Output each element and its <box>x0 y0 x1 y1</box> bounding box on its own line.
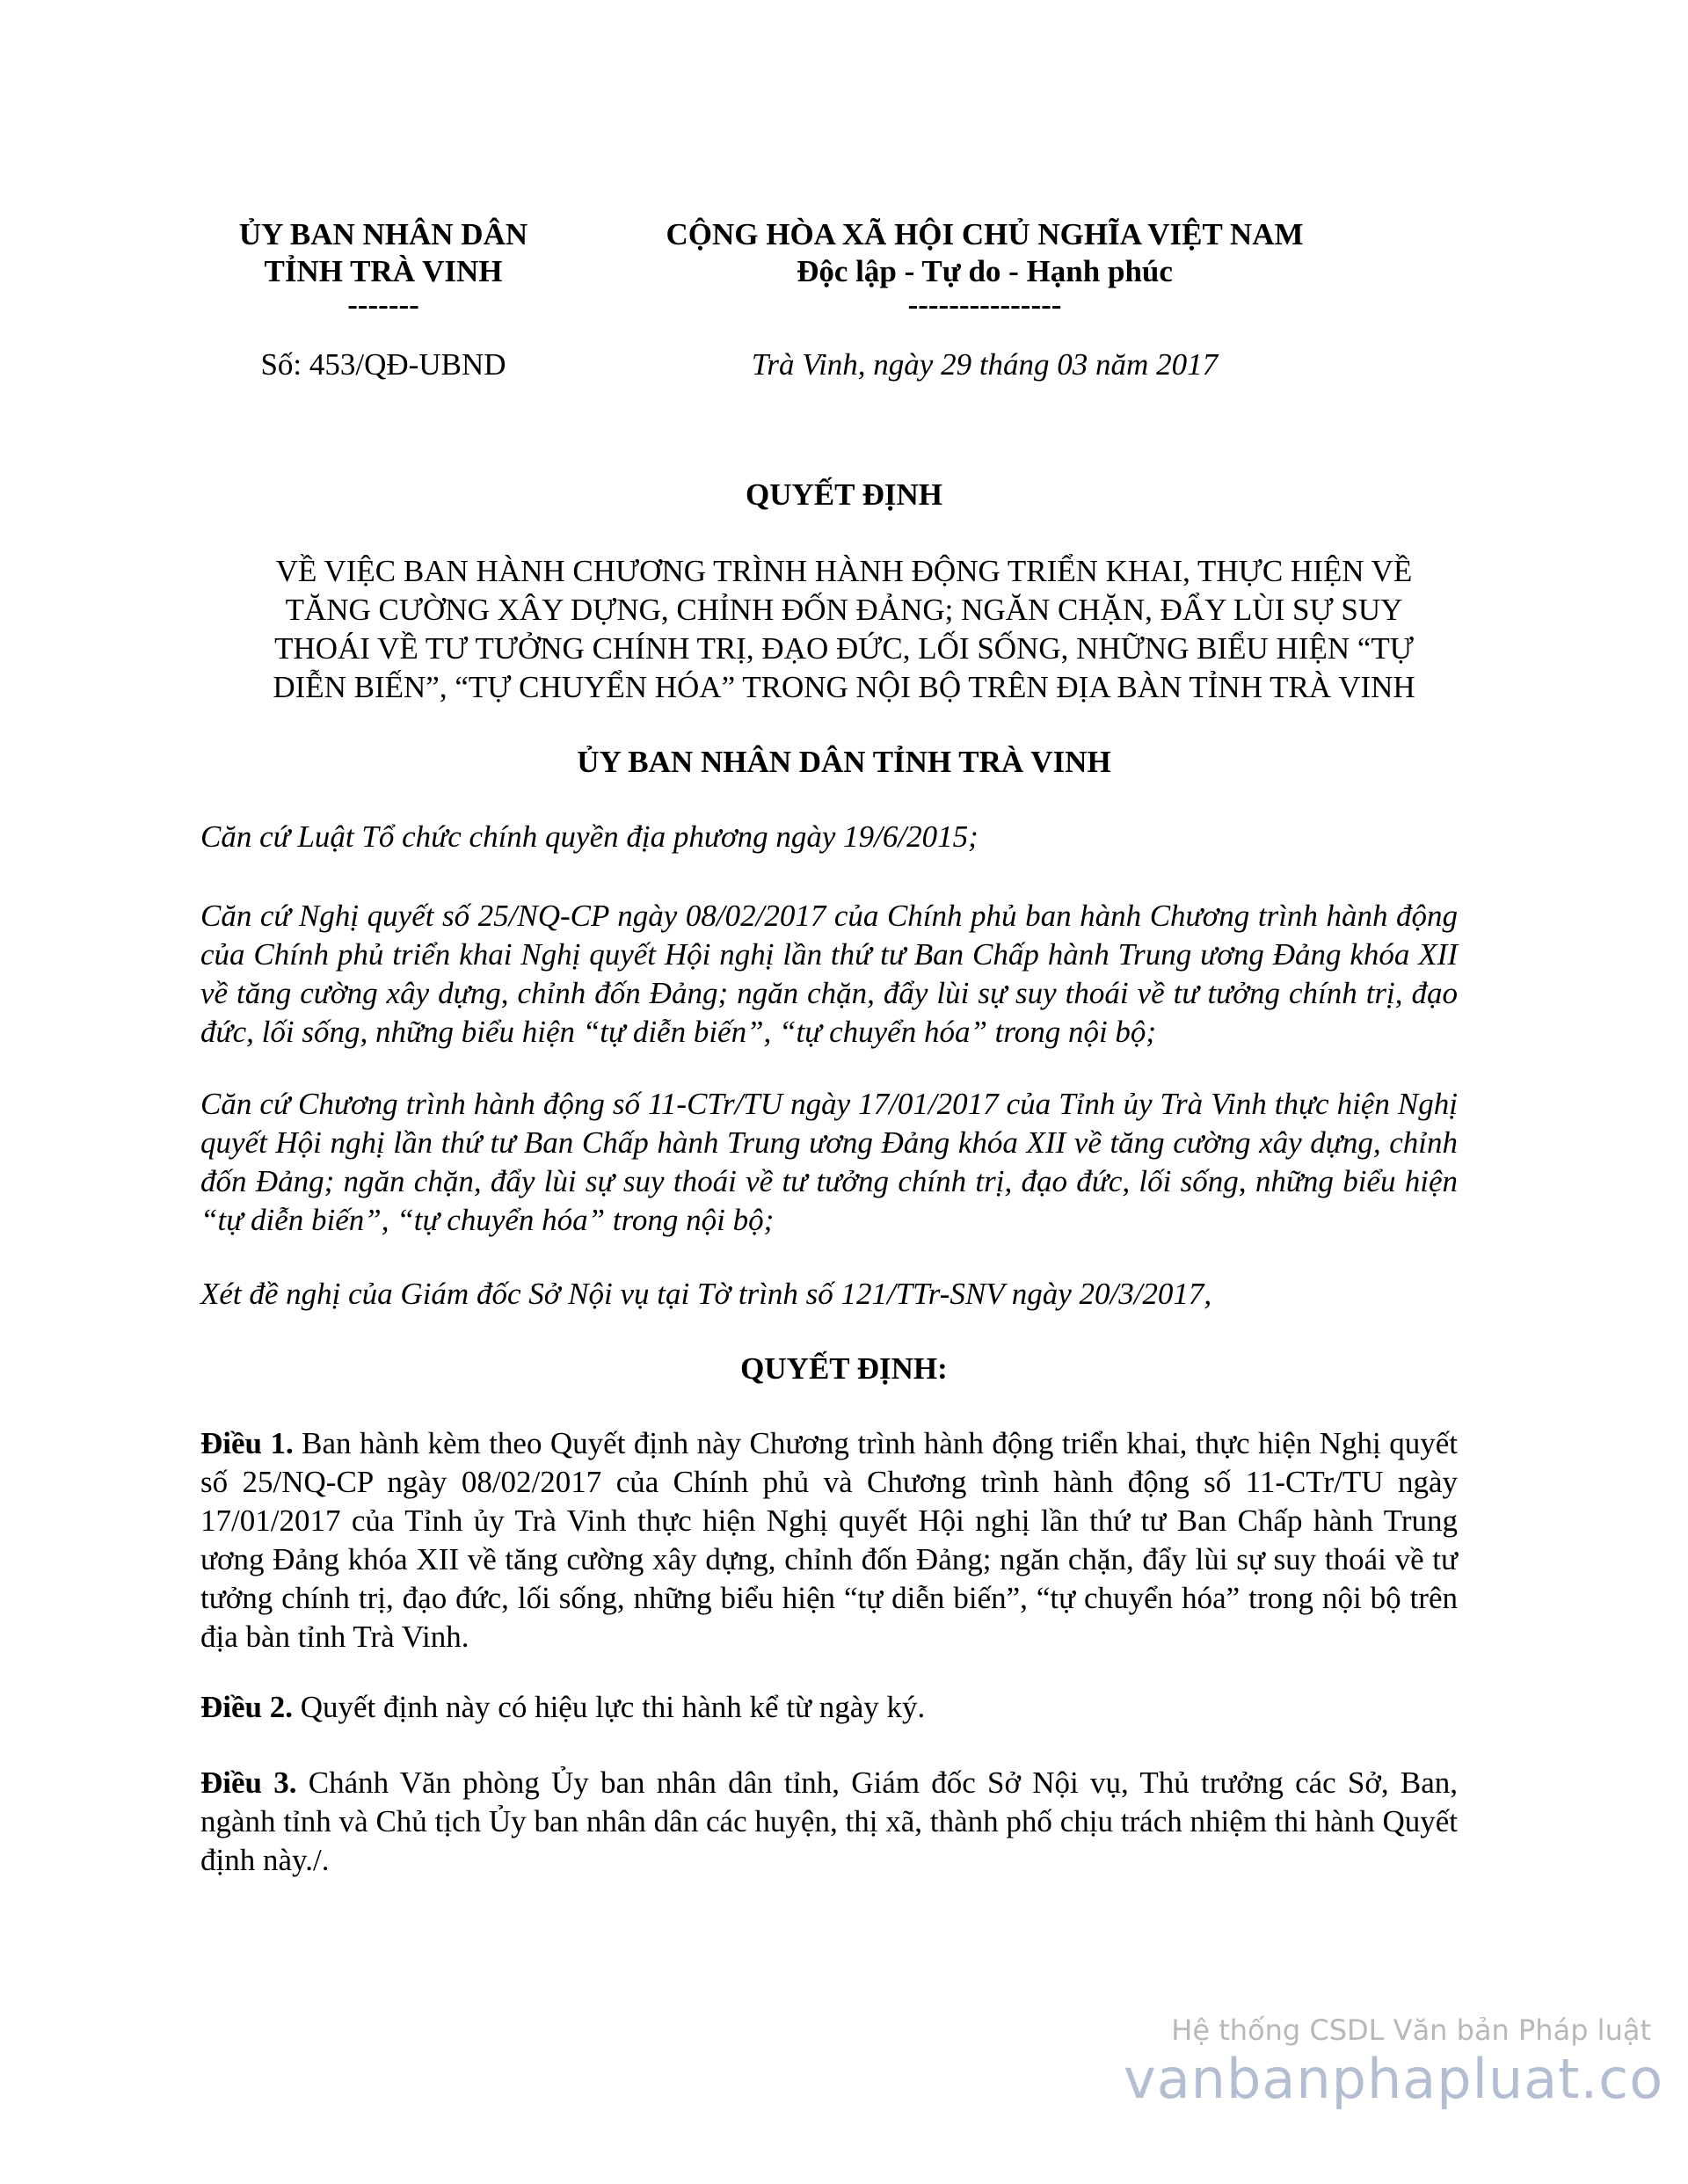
issuer-line1: ỦY BAN NHÂN DÂN <box>238 217 528 251</box>
country-name: CỘNG HÒA XÃ HỘI CHỦ NGHĨA VIỆT NAM <box>666 217 1304 251</box>
legal-basis: Căn cứ Luật Tổ chức chính quyền địa phương ngày 19/6/2015; <box>200 819 979 854</box>
subject-line: VỀ VIỆC BAN HÀNH CHƯƠNG TRÌNH HÀNH ĐỘNG TRIỂN KHAI, THỰC HIỆN VỀ <box>275 554 1413 588</box>
article-1 <box>200 1424 1458 1656</box>
motto-divider: --------------- <box>907 288 1062 322</box>
subject-line: DIỄN BIẾN”, “TỰ CHUYỂN HÓA” TRONG NỘI BỘ TRÊN ĐỊA BÀN TỈNH TRÀ VINH <box>273 670 1415 704</box>
watermark-site: vanbanphapluat.co <box>1124 2047 1664 2111</box>
issuer-block <box>172 216 594 320</box>
legal-basis: Xét đề nghị của Giám đốc Sở Nội vụ tại Tờ trình số 121/TTr-SNV ngày 20/3/2017, <box>200 1277 1212 1311</box>
article-label: Điều 1. <box>200 1426 294 1460</box>
subject-line: TĂNG CƯỜNG XÂY DỰNG, CHỈNH ĐỐN ĐẢNG; NGĂN CHẶN, ĐẨY LÙI SỰ SUY <box>285 593 1403 627</box>
issuer-divider: ------- <box>347 288 419 322</box>
article-label: Điều 2. <box>200 1690 293 1724</box>
document-subject <box>172 552 1516 707</box>
article-label: Điều 3. <box>200 1765 297 1800</box>
article-text: Quyết định này có hiệu lực thi hành kể từ ngày ký. <box>293 1690 926 1724</box>
subject-line: THOÁI VỀ TƯ TƯỞNG CHÍNH TRỊ, ĐẠO ĐỨC, LỐI SỐNG, NHỮNG BIỂU HIỆN “TỰ <box>274 631 1414 666</box>
document-number: Số: 453/QĐ-UBND <box>260 347 506 382</box>
national-motto-block <box>580 216 1389 320</box>
decision-heading: QUYẾT ĐỊNH: <box>740 1351 948 1386</box>
legal-basis: Căn cứ Nghị quyết số 25/NQ-CP ngày 08/02/2017 của Chính phủ ban hành Chương trình hành động của Chính phủ triển khai Nghị quyết Hội nghị lần thứ tư Ban Chấp hành Trung ương Đảng khóa XII về tăng cường xây dựng, chỉnh đốn Đảng; ngăn chặn, đẩy lùi sự suy thoái về tư tưởng chính trị, đạo đức, lối sống, những biểu hiện “tự diễn biến”, “tự chuyển hóa” trong nội bộ; <box>200 899 1458 1049</box>
article-3 <box>200 1764 1458 1880</box>
legal-basis: Căn cứ Chương trình hành động số 11-CTr/TU ngày 17/01/2017 của Tỉnh ủy Trà Vinh thực hiện Nghị quyết Hội nghị lần thứ tư Ban Chấp hành Trung ương Đảng khóa XII về tăng cường xây dựng, chỉnh đốn Đảng; ngăn chặn, đẩy lùi sự suy thoái về tư tưởng chính trị, đạo đức, lối sống, những biểu hiện “tự diễn biến”, “tự chuyển hóa” trong nội bộ; <box>200 1087 1458 1237</box>
motto: Độc lập - Tự do - Hạnh phúc <box>797 254 1173 288</box>
article-text: Ban hành kèm theo Quyết định này Chương trình hành động triển khai, thực hiện Nghị quyết số 25/NQ-CP ngày 08/02/2017 của Chính phủ và Chương trình hành động số 11-CTr/TU ngày 17/01/2017 của Tỉnh ủy Trà Vinh thực hiện Nghị quyết Hội nghị lần thứ tư Ban Chấp hành Trung ương Đảng khóa XII về tăng cường xây dựng, chỉnh đốn Đảng; ngăn chặn, đẩy lùi sự suy thoái về tư tưởng chính trị, đạo đức, lối sống, những biểu hiện “tự diễn biến”, “tự chuyển hóa” trong nội bộ trên địa bàn tỉnh Trà Vinh. <box>200 1426 1458 1654</box>
article-text: Chánh Văn phòng Ủy ban nhân dân tỉnh, Giám đốc Sở Nội vụ, Thủ trưởng các Sở, Ban, ngành tỉnh và Chủ tịch Ủy ban nhân dân các huyện, thị xã, thành phố chịu trách nhiệm thi hành Quyết định này./. <box>200 1765 1459 1877</box>
issuing-authority: ỦY BAN NHÂN DÂN TỈNH TRÀ VINH <box>577 745 1111 779</box>
article-2 <box>200 1688 1458 1727</box>
place-date: Trà Vinh, ngày 29 tháng 03 năm 2017 <box>751 347 1219 382</box>
issuer-line2: TỈNH TRÀ VINH <box>264 254 503 288</box>
document-title: QUYẾT ĐỊNH <box>746 477 942 512</box>
watermark-line1: Hệ thống CSDL Văn bản Pháp luật <box>1171 2013 1651 2047</box>
